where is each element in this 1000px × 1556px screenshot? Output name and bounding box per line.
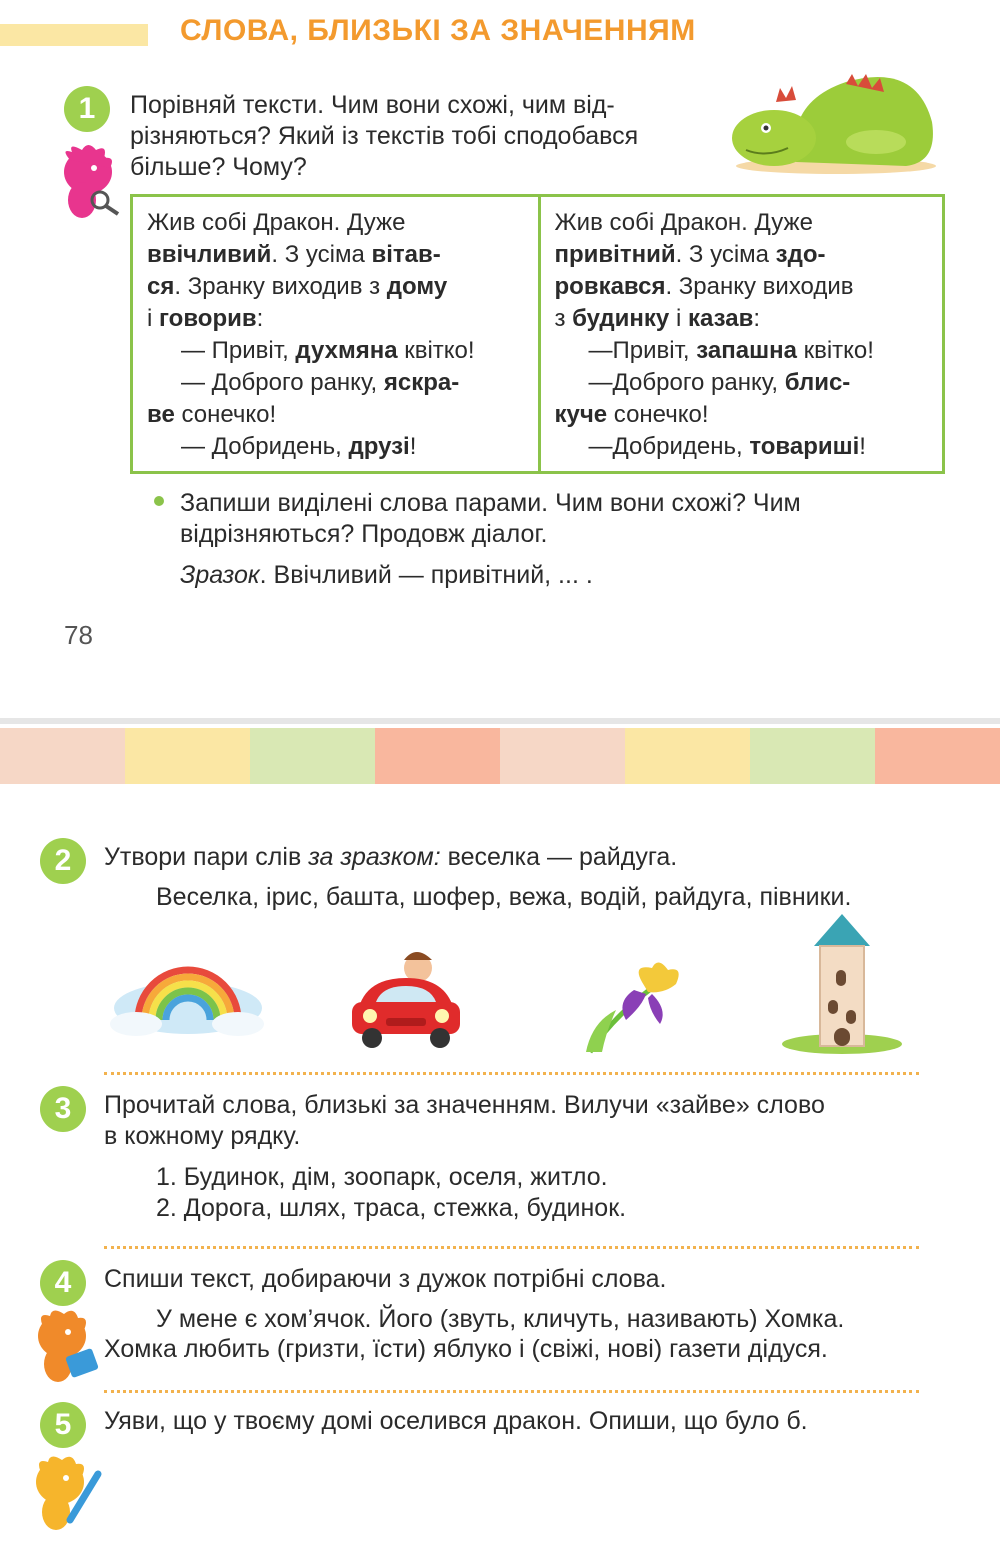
section-divider	[104, 1072, 919, 1075]
left-text-line: Жив собі Дракон. Дуже	[147, 209, 406, 236]
example-text: . Ввічливий — привітний, ... .	[259, 561, 593, 589]
text-fragment-italic: за зразком:	[308, 843, 441, 871]
car-driver-illustration	[346, 944, 466, 1056]
highlighted-word: будинку	[572, 305, 670, 332]
text-fragment: квітко!	[796, 337, 874, 364]
color-stripe-segment	[125, 728, 250, 784]
subtask-line-2: відрізняються? Продовж діалог.	[180, 520, 548, 548]
color-stripe-segment	[875, 728, 1000, 784]
text-fragment: Утвори пари слів	[104, 843, 309, 871]
text-fragment: сонечко!	[174, 401, 277, 428]
task-1-line-1: Порівняй тексти. Чим вони схожі, чим від-	[130, 91, 615, 119]
text-fragment: . З усіма	[675, 241, 776, 268]
rainbow-illustration	[108, 960, 264, 1042]
highlighted-word: духмяна	[295, 337, 398, 364]
left-text-line	[147, 239, 441, 271]
task-4-text-line-1: У мене є хом’ячок. Його (звуть, кличуть, називають) Хомка.	[156, 1305, 845, 1333]
task-2-number: 2	[40, 838, 86, 884]
task-1-instruction	[130, 90, 638, 183]
task-5-instruction: Уяви, що у твоєму домі оселився дракон. Опиши, що було б.	[104, 1407, 808, 1435]
highlighted-word: привітний	[554, 241, 676, 268]
right-text-line: Жив собі Дракон. Дуже	[554, 209, 813, 236]
highlighted-word: дому	[386, 273, 448, 300]
task-3-line-2: в кожному рядку.	[104, 1122, 301, 1150]
text-fragment: —Привіт,	[588, 337, 697, 364]
task-3-number: 3	[40, 1086, 86, 1132]
subtask-line-1: Запиши виділені слова парами. Чим вони схожі? Чим	[180, 489, 801, 517]
text-fragment: квітко!	[397, 337, 475, 364]
task-5-number: 5	[40, 1402, 86, 1448]
highlighted-word: ся	[147, 273, 175, 300]
highlighted-word: ве	[147, 401, 175, 428]
text-fragment: :	[753, 305, 760, 332]
color-stripe-segment	[500, 728, 625, 784]
task-1-number: 1	[64, 86, 110, 132]
text-fragment: —Доброго ранку,	[588, 369, 785, 396]
text-fragment: і	[669, 305, 688, 332]
list-item: 1. Будинок, дім, зоопарк, оселя, житло.	[156, 1163, 608, 1191]
text-fragment: — Доброго ранку,	[181, 369, 384, 396]
task-3-instruction	[104, 1090, 825, 1152]
highlighted-word: запашна	[696, 337, 797, 364]
texts-comparison-box	[130, 194, 945, 474]
text-fragment: . З усіма	[271, 241, 372, 268]
iris-flower-illustration	[572, 958, 702, 1054]
color-stripe-segment	[625, 728, 750, 784]
green-dragon-illustration	[726, 62, 942, 176]
text-fragment: !	[859, 433, 866, 460]
task-4-instruction: Спиши текст, добираючи з дужок потрібні слова.	[104, 1265, 667, 1293]
color-stripe-segment	[250, 728, 375, 784]
task-2-instruction	[104, 842, 677, 873]
task-4-number: 4	[40, 1260, 86, 1306]
yellow-pen-character-icon	[26, 1454, 104, 1534]
task-1-line-3: більше? Чому?	[130, 153, 307, 181]
color-stripe-segment	[750, 728, 875, 784]
section-divider	[104, 1390, 919, 1393]
page-title: СЛОВА, БЛИЗЬКІ ЗА ЗНАЧЕННЯМ	[180, 14, 696, 47]
highlighted-word: здо-	[775, 241, 826, 268]
list-item: 2. Дорога, шлях, траса, стежка, будинок.	[156, 1194, 627, 1222]
highlighted-word: друзі	[348, 433, 410, 460]
example-line	[180, 560, 801, 591]
left-text-column	[133, 197, 538, 471]
task-3-line-1: Прочитай слова, близькі за значенням. Вилучи «зайве» слово	[104, 1091, 825, 1119]
bullet-dot-icon	[154, 496, 164, 506]
text-fragment: —Добридень,	[588, 433, 750, 460]
orange-book-character-icon	[30, 1308, 104, 1386]
task-2-words: Веселка, ірис, башта, шофер, вежа, водій, райдуга, півники.	[156, 883, 852, 911]
text-fragment: з	[554, 305, 573, 332]
pink-magnifier-character-icon	[54, 142, 126, 224]
task-1-line-2: різняються? Який із текстів тобі сподобався	[130, 122, 639, 150]
highlighted-word: говорив	[159, 305, 257, 332]
text-fragment: !	[409, 433, 417, 460]
highlighted-word: казав	[687, 305, 754, 332]
color-stripe-segment	[375, 728, 500, 784]
text-fragment: :	[256, 305, 264, 332]
tower-illustration	[776, 910, 908, 1054]
text-fragment: веселка — райдуга.	[440, 843, 678, 871]
right-text-column	[538, 197, 943, 471]
text-fragment: і	[147, 305, 159, 332]
task-1-subtask	[180, 488, 801, 591]
page-number: 78	[64, 620, 93, 650]
text-fragment: . Зранку виходив	[665, 273, 854, 300]
highlighted-word: блис-	[784, 369, 851, 396]
text-fragment: . Зранку виходив з	[174, 273, 387, 300]
section-divider	[104, 1246, 919, 1249]
text-fragment: — Добридень,	[181, 433, 349, 460]
highlighted-word: ровкався	[554, 273, 666, 300]
page-divider	[0, 718, 1000, 724]
title-decoration-bar	[0, 24, 148, 46]
highlighted-word: ввічливий	[147, 241, 272, 268]
text-fragment: сонечко!	[607, 401, 709, 428]
highlighted-word: товариші	[749, 433, 860, 460]
task-4-text-line-2: Хомка любить (гризти, їсти) яблуко і (свіжі, нові) газети дідуся.	[104, 1335, 828, 1363]
highlighted-word: вітав-	[371, 241, 441, 268]
text-fragment: — Привіт,	[181, 337, 296, 364]
color-stripe-segment	[0, 728, 125, 784]
task-3-list	[156, 1162, 626, 1224]
highlighted-word: яскра-	[383, 369, 460, 396]
highlighted-word: куче	[554, 401, 608, 428]
example-label: Зразок	[180, 561, 260, 589]
